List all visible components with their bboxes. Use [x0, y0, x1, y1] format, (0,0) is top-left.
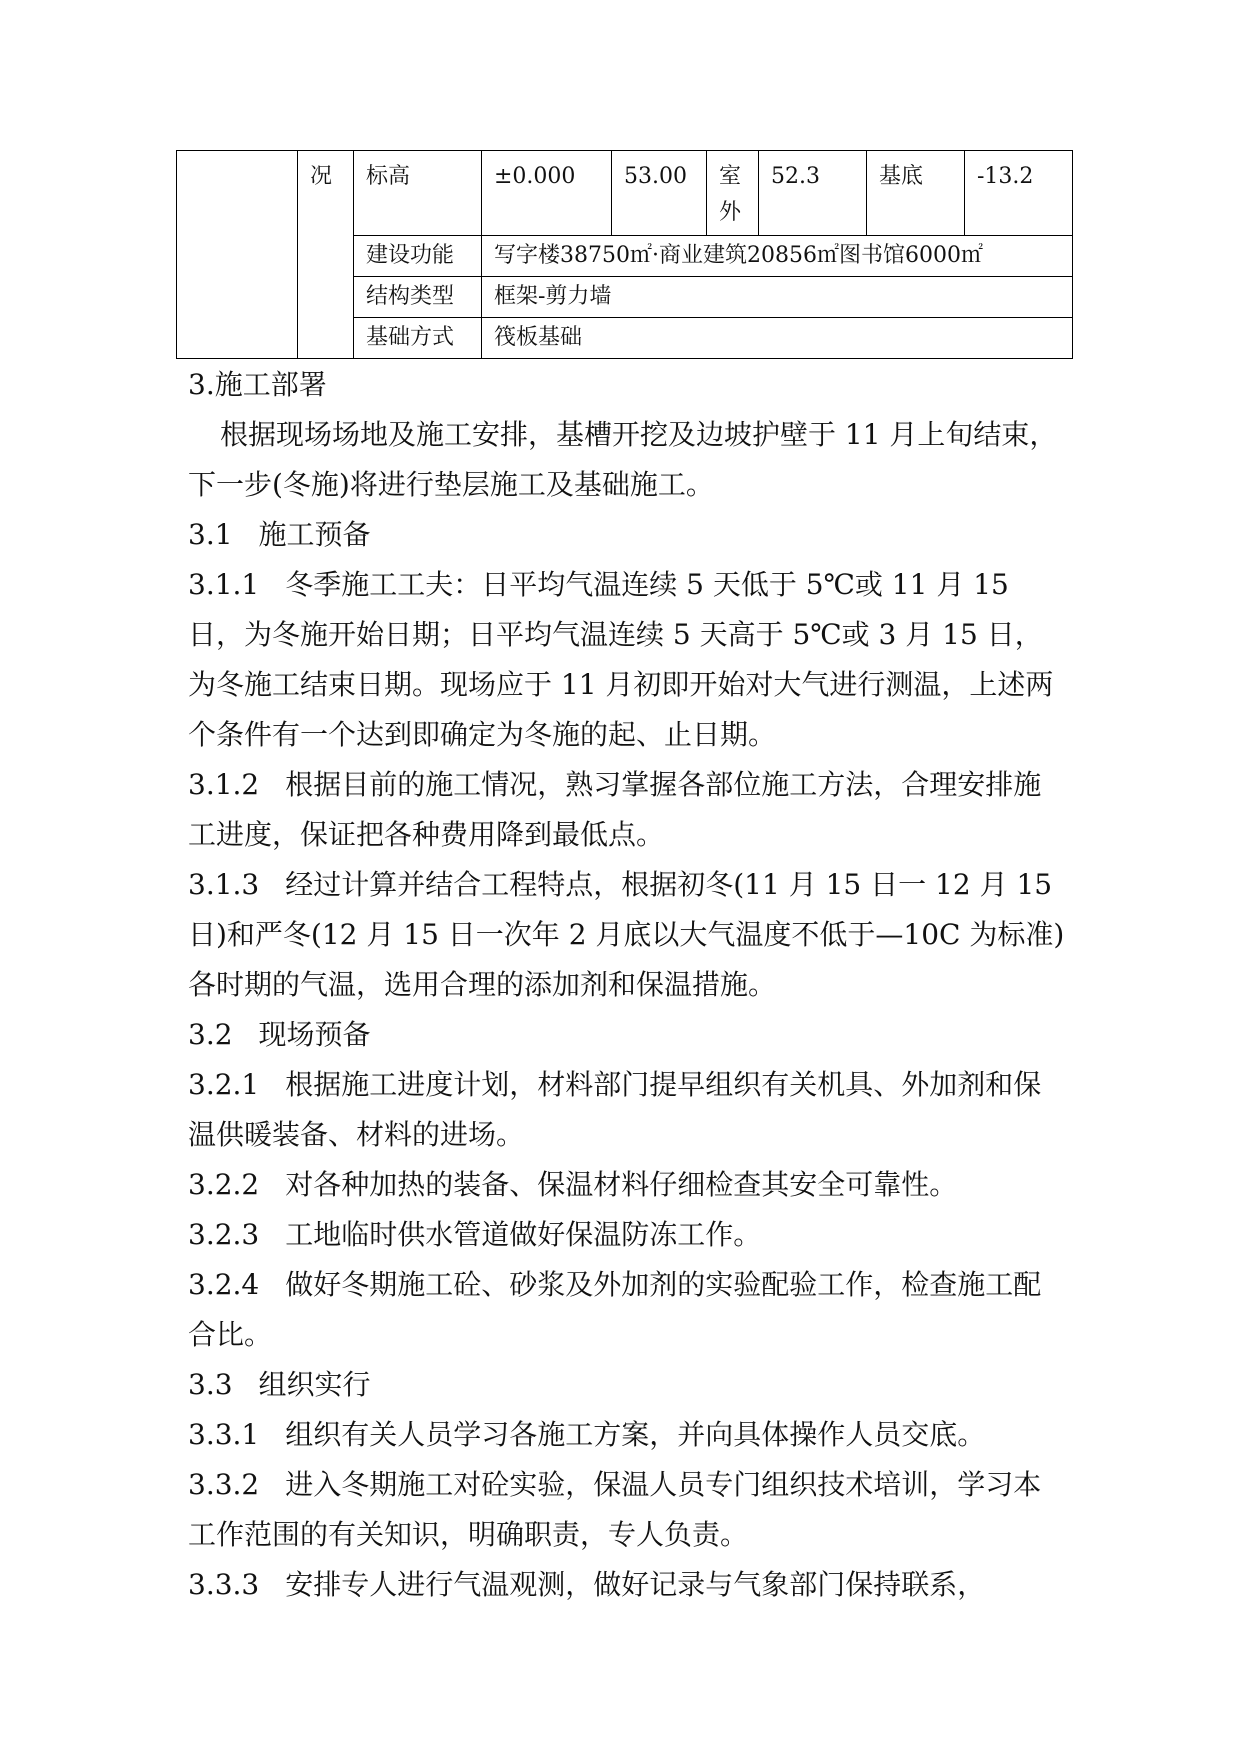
- section-number: 3.1.3: [188, 868, 260, 901]
- section-heading-3: 3.施工部署: [188, 368, 327, 401]
- section-number: 3.2.4: [188, 1268, 260, 1301]
- section-text: 根据目前的施工情况，熟习掌握各部位施工方法，合理安排施工进度，保证把各种费用降到最低点。: [188, 768, 1042, 851]
- section-3-3-3: [188, 1560, 1068, 1610]
- base-value: -13.2: [965, 151, 1073, 236]
- section-title: 组织实行: [258, 1368, 371, 1401]
- section-title: 现场预备: [258, 1018, 371, 1051]
- section-text: 做好冬期施工砼、砂浆及外加剂的实验配验工作，检查施工配合比。: [188, 1268, 1042, 1351]
- section-3-1-1: [188, 560, 1068, 760]
- section-text: 经过计算并结合工程特点，根据初冬(11 月 15 日一 12 月 15 日)和严冬(12 月 15 日一次年 2 月底以大气温度不低于—10C 为标准)各时期的气温，选用合理的添加剂和保温措施。: [188, 868, 1065, 1001]
- section-3-1: [188, 510, 1068, 560]
- function-label: 建设功能: [354, 236, 482, 277]
- section-3-3-2: [188, 1460, 1068, 1560]
- section-number: 3.3.3: [188, 1568, 260, 1601]
- section-3-3: [188, 1360, 1068, 1410]
- structure-value: 框架-剪力墙: [482, 277, 1073, 318]
- section-number: 3.3: [188, 1368, 233, 1401]
- section-number: 3.1: [188, 518, 233, 551]
- section-3-2-3: [188, 1210, 1068, 1260]
- elevation-label: 标高: [354, 151, 482, 236]
- section-3-2: [188, 1010, 1068, 1060]
- foundation-value: 筏板基础: [482, 318, 1073, 359]
- section-text: 根据施工进度计划，材料部门提早组织有关机具、外加剂和保温供暖装备、材料的进场。: [188, 1068, 1042, 1151]
- foundation-label: 基础方式: [354, 318, 482, 359]
- situation-cell: 况: [298, 151, 354, 359]
- section-3-2-4: [188, 1260, 1068, 1360]
- body-text: [188, 360, 1068, 1610]
- section-3-3-1: [188, 1410, 1068, 1460]
- elevation-zero: ±0.000: [482, 151, 612, 236]
- table-row: [177, 151, 1073, 236]
- section-number: 3.3.1: [188, 1418, 260, 1451]
- section-text: 组织有关人员学习各施工方案，并向具体操作人员交底。: [285, 1418, 986, 1451]
- section-text: 进入冬期施工对砼实验，保温人员专门组织技术培训，学习本工作范围的有关知识，明确职责，专人负责。: [188, 1468, 1042, 1551]
- section-text: 对各种加热的装备、保温材料仔细检查其安全可靠性。: [285, 1168, 958, 1201]
- function-value: 写字楼38750㎡·商业建筑20856㎡图书馆6000㎡: [482, 236, 1073, 277]
- section-3-2-2: [188, 1160, 1068, 1210]
- project-info-table: [176, 150, 1073, 359]
- section-text: 工地临时供水管道做好保温防冻工作。: [285, 1218, 762, 1251]
- outdoor-label: 室外: [707, 151, 759, 236]
- section-title: 施工预备: [258, 518, 371, 551]
- section-number: 3.2.1: [188, 1068, 260, 1101]
- section-3-2-1: [188, 1060, 1068, 1160]
- base-label: 基底: [867, 151, 965, 236]
- elevation-zero-value: 53.00: [612, 151, 707, 236]
- section-number: 3.3.2: [188, 1468, 260, 1501]
- section-3-1-3: [188, 860, 1068, 1010]
- empty-cell: [177, 151, 298, 359]
- section-text: 安排专人进行气温观测，做好记录与气象部门保持联系，: [285, 1568, 986, 1601]
- section-number: 3.1.2: [188, 768, 260, 801]
- outdoor-value: 52.3: [759, 151, 867, 236]
- section-number: 3.1.1: [188, 568, 260, 601]
- structure-label: 结构类型: [354, 277, 482, 318]
- section-number: 3.2: [188, 1018, 233, 1051]
- section-number: 3.2.3: [188, 1218, 260, 1251]
- intro-paragraph: 根据现场场地及施工安排，基槽开挖及边坡护壁于 11 月上旬结束，下一步(冬施)将进行垫层施工及基础施工。: [188, 418, 1058, 501]
- section-text: 冬季施工工夫：日平均气温连续 5 天低于 5℃或 11 月 15 日，为冬施开始日期；日平均气温连续 5 天高于 5℃或 3 月 15 日，为冬施工结束日期。现场应于 11 月初即开始对大气进行测温，上述两个条件有一个达到即确定为冬施的起、止日期。: [188, 568, 1054, 751]
- section-number: 3.2.2: [188, 1168, 260, 1201]
- section-3-1-2: [188, 760, 1068, 860]
